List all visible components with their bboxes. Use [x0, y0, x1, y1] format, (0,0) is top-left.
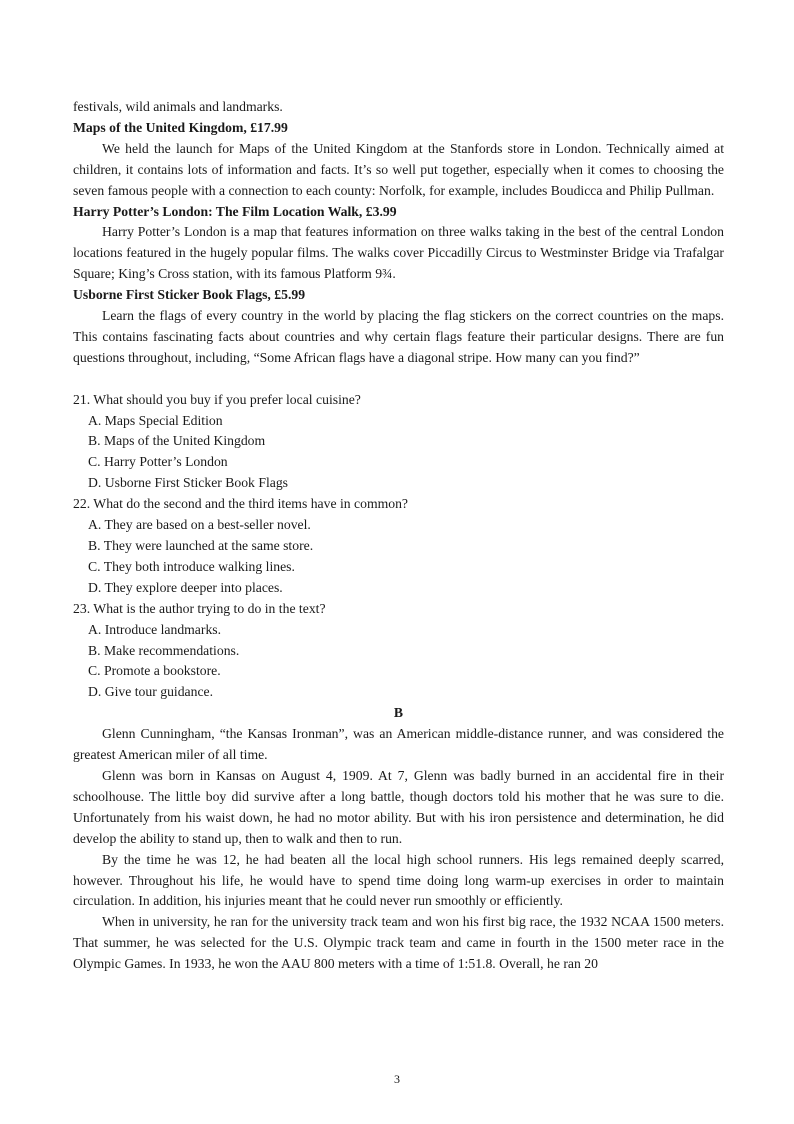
passage-paragraph: When in university, he ran for the university track team and won his first big race, the 1932 NCAA 1500 meters. That summer, he was selected for the U.S. Olympic track team and came in fourth in the 1500 meter race in the Olympic Games. In 1933, he won the AAU 800 meters with a time of 1:51.8. Overall, he ran 20	[73, 914, 724, 972]
question-stem: 21. What should you buy if you prefer local cuisine?	[73, 391, 361, 407]
passage-paragraph: Glenn Cunningham, “the Kansas Ironman”, was an American middle-distance runner, and was considered the greatest American miler of all time.	[73, 726, 724, 763]
question-option: C. Promote a bookstore.	[88, 663, 221, 679]
item-description: We held the launch for Maps of the United Kingdom at the Stanfords store in London. Technically aimed at children, it contains lots of information and facts. It’s so well put together, especially when it comes to choosing the seven famous people with a connection to each county: Norfolk, for example, includes Boudicca and Philip Pullman.	[73, 140, 724, 198]
question-option: B. Make recommendations.	[88, 642, 240, 658]
question-option: D. Give tour guidance.	[88, 684, 214, 700]
question-stem: 22. What do the second and the third items have in common?	[73, 496, 409, 512]
question-option: A. Maps Special Edition	[88, 412, 223, 428]
question-option: A. Introduce landmarks.	[88, 621, 222, 637]
document-page	[73, 97, 724, 975]
spacer	[73, 369, 724, 390]
question-option: A. They are based on a best-seller novel.	[88, 517, 311, 533]
item-title: Harry Potter’s London: The Film Location Walk, £3.99	[73, 203, 397, 219]
item-title: Maps of the United Kingdom, £17.99	[73, 119, 288, 135]
item-description: Harry Potter’s London is a map that features information on three walks taking in the best of the central London locations featured in the hugely popular films. The walks cover Piccadilly Circus to Westminster Bridge via Trafalgar Square; King’s Cross station, with its famous Platform 9¾.	[73, 224, 724, 282]
question-option: C. Harry Potter’s London	[88, 454, 228, 470]
question-option: D. They explore deeper into places.	[88, 579, 283, 595]
page-number: 3	[394, 1072, 400, 1086]
section-heading: B	[393, 705, 404, 721]
question-option: B. They were launched at the same store.	[88, 538, 314, 554]
intro-line: festivals, wild animals and landmarks.	[73, 99, 283, 114]
question-stem: 23. What is the author trying to do in the text?	[73, 600, 326, 616]
item-title: Usborne First Sticker Book Flags, £5.99	[73, 287, 306, 303]
question-option: C. They both introduce walking lines.	[88, 558, 295, 574]
passage-paragraph: Glenn was born in Kansas on August 4, 1909. At 7, Glenn was badly burned in an accidental fire in their schoolhouse. The little boy did survive after a long battle, though doctors told his mother that he was sure to die. Unfortunately from his waist down, he had no motor ability. But with his iron persistence and determination, he did develop the ability to stand up, then to walk and then to run.	[73, 767, 724, 846]
item-description: Learn the flags of every country in the world by placing the flag stickers on the correct countries on the maps. This contains fascinating facts about countries and why certain flags feature their particular designs. There are fun questions throughout, including, “Some African flags have a diagonal stripe. How many can you find?”	[73, 308, 724, 365]
passage-paragraph: By the time he was 12, he had beaten all the local high school runners. His legs remained deeply scarred, however. Throughout his life, he would have to spend time doing long warm-up exercises in order to maintain circulation. In addition, his injuries meant that he could never run smoothly or efficiently.	[73, 851, 724, 909]
question-option: B. Maps of the United Kingdom	[88, 433, 266, 449]
question-option: D. Usborne First Sticker Book Flags	[88, 475, 288, 491]
